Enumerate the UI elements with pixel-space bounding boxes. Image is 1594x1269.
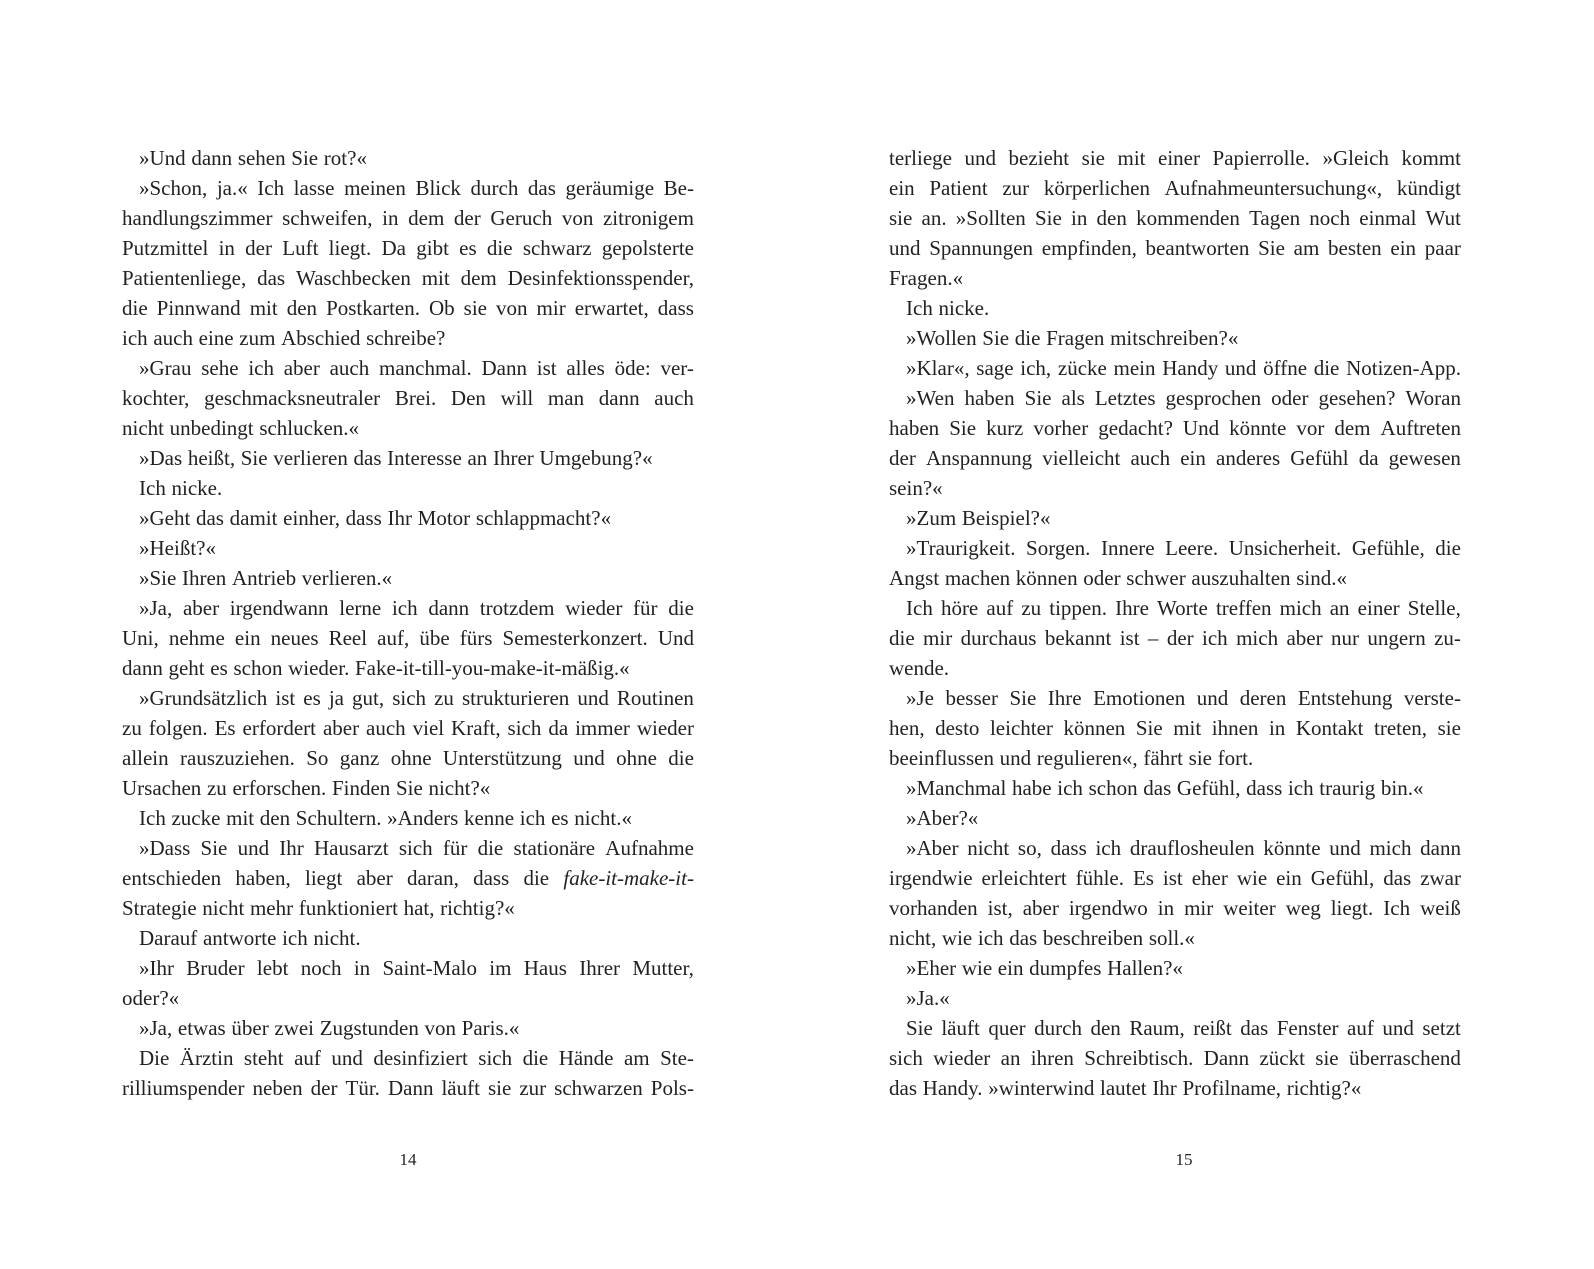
text-line: hen, desto leichter können Sie mit ihnen in Kontakt treten, sie: [889, 716, 1461, 740]
text-line: »Dass Sie und Ihr Hausarzt sich für die stationäre Aufnahme: [139, 836, 694, 860]
text-line: »Aber nicht so, dass ich drauflosheulen könnte und mich dann: [906, 836, 1461, 860]
text-line: Sie läuft quer durch den Raum, reißt das Fenster auf und setzt: [906, 1016, 1461, 1040]
text-line: »Und dann sehen Sie rot?«: [139, 146, 367, 170]
text-line: nicht, wie ich das beschreiben soll.«: [889, 926, 1195, 950]
text-line: »Geht das damit einher, dass Ihr Motor schlappmacht?«: [139, 506, 612, 530]
text-line: Putzmittel in der Luft liegt. Da gibt es die schwarz gepolsterte: [122, 236, 694, 260]
text-line: handlungszimmer schweifen, in dem der Geruch von zitronigem: [122, 206, 694, 230]
text-line: »Manchmal habe ich schon das Gefühl, dass ich traurig bin.«: [906, 776, 1424, 800]
text-line: zu folgen. Es erfordert aber auch viel Kraft, sich da immer wieder: [122, 716, 694, 740]
text-line: Die Ärztin steht auf und desinfiziert sich die Hände am Ste-: [139, 1046, 694, 1070]
text-line: Ich nicke.: [139, 476, 223, 500]
text-line: das Handy. »winterwind lautet Ihr Profilname, richtig?«: [889, 1076, 1362, 1100]
text-line: »Grau sehe ich aber auch manchmal. Dann ist alles öde: ver-: [139, 356, 694, 380]
text-line: Patientenliege, das Waschbecken mit dem Desinfektionsspender,: [122, 266, 694, 290]
text-line: haben Sie kurz vorher gedacht? Und könnte vor dem Auftreten: [889, 416, 1461, 440]
text-line: »Grundsätzlich ist es ja gut, sich zu strukturieren und Routinen: [139, 686, 694, 710]
text-line: Ich höre auf zu tippen. Ihre Worte treffen mich an einer Stelle,: [906, 596, 1461, 620]
text-line: Ich zucke mit den Schultern. »Anders kenne ich es nicht.«: [139, 806, 632, 830]
text-line: »Eher wie ein dumpfes Hallen?«: [906, 956, 1183, 980]
text-line: Ich nicke.: [906, 296, 990, 320]
text-line: Angst machen können oder schwer auszuhalten sind.«: [889, 566, 1347, 590]
text-line: Darauf antworte ich nicht.: [139, 926, 361, 950]
text-line: »Klar«, sage ich, zücke mein Handy und öffne die Notizen-App.: [906, 356, 1461, 380]
text-line: »Ja.«: [906, 986, 950, 1010]
text-line: Fragen.«: [889, 266, 964, 290]
text-line: »Traurigkeit. Sorgen. Innere Leere. Unsicherheit. Gefühle, die: [906, 536, 1461, 560]
text-line: sich wieder an ihren Schreibtisch. Dann zückt sie überraschend: [889, 1046, 1461, 1070]
text-line: nicht unbedingt schlucken.«: [122, 416, 360, 440]
text-line: »Ja, etwas über zwei Zugstunden von Paris.«: [139, 1016, 520, 1040]
text-line: sie an. »Sollten Sie in den kommenden Tagen noch einmal Wut: [889, 206, 1461, 230]
text-line: »Sie Ihren Antrieb verlieren.«: [139, 566, 393, 590]
text-line: ich auch eine zum Abschied schreibe?: [122, 326, 446, 350]
text-line: entschieden haben, liegt aber daran, dass die fake-it-make-it-: [122, 866, 694, 890]
text-line: Strategie nicht mehr funktioniert hat, richtig?«: [122, 896, 515, 920]
text-line: »Wen haben Sie als Letztes gesprochen oder gesehen? Woran: [906, 386, 1461, 410]
left-page-text: [122, 143, 694, 1103]
text-line: terliege und bezieht sie mit einer Papierrolle. »Gleich kommt: [889, 146, 1461, 170]
text-line: »Zum Beispiel?«: [906, 506, 1051, 530]
page-number-left: 14: [399, 1150, 417, 1169]
text-line: »Das heißt, Sie verlieren das Interesse an Ihrer Umgebung?«: [139, 446, 653, 470]
right-page-text: [889, 143, 1461, 1103]
text-line: beeinflussen und regulieren«, fährt sie fort.: [889, 746, 1254, 770]
text-line: vorhanden ist, aber irgendwo in mir weiter weg liegt. Ich weiß: [889, 896, 1461, 920]
text-line: »Je besser Sie Ihre Emotionen und deren Entstehung verste-: [906, 686, 1461, 710]
text-line: ein Patient zur körperlichen Aufnahmeuntersuchung«, kündigt: [889, 176, 1461, 200]
text-line: Uni, nehme ein neues Reel auf, übe fürs Semesterkonzert. Und: [122, 626, 694, 650]
text-line: allein rauszuziehen. So ganz ohne Unterstützung und ohne die: [122, 746, 694, 770]
text-line: dann geht es schon wieder. Fake-it-till-you-make-it-mäßig.«: [122, 656, 630, 680]
text-line: »Ihr Bruder lebt noch in Saint-Malo im Haus Ihrer Mutter,: [139, 956, 694, 980]
page-number-right: 15: [1175, 1150, 1193, 1169]
text-line: wende.: [889, 656, 950, 680]
text-line: und Spannungen empfinden, beantworten Sie am besten ein paar: [889, 236, 1461, 260]
text-line: die mir durchaus bekannt ist – der ich mich aber nur ungern zu-: [889, 626, 1461, 650]
text-line: »Ja, aber irgendwann lerne ich dann trotzdem wieder für die: [139, 596, 694, 620]
text-line: die Pinnwand mit den Postkarten. Ob sie von mir erwartet, dass: [122, 296, 694, 320]
text-line: »Aber?«: [906, 806, 979, 830]
text-line: kochter, geschmacksneutraler Brei. Den will man dann auch: [122, 386, 694, 410]
text-line: Ursachen zu erforschen. Finden Sie nicht?«: [122, 776, 491, 800]
text-line: sein?«: [889, 476, 943, 500]
text-line: »Wollen Sie die Fragen mitschreiben?«: [906, 326, 1239, 350]
text-line: irgendwie erleichtert fühle. Es ist eher wie ein Gefühl, das zwar: [889, 866, 1461, 890]
text-line: rilliumspender neben der Tür. Dann läuft sie zur schwarzen Pols-: [122, 1076, 694, 1100]
text-line: der Anspannung vielleicht auch ein anderes Gefühl da gewesen: [889, 446, 1461, 470]
text-line: »Heißt?«: [139, 536, 216, 560]
text-line: »Schon, ja.« Ich lasse meinen Blick durch das geräumige Be-: [139, 176, 694, 200]
text-line: oder?«: [122, 986, 180, 1010]
